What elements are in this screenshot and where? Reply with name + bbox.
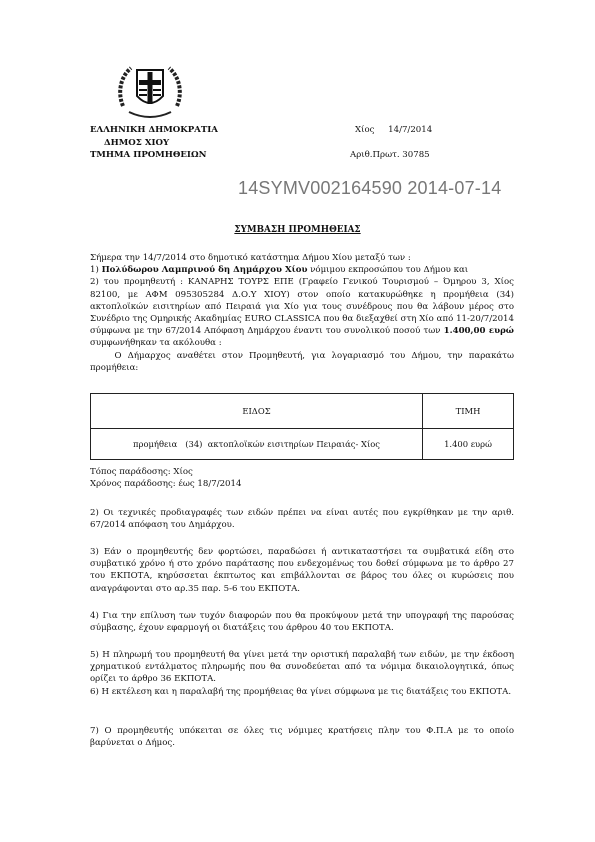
ada-stamp: 14SYMV002164590 2014-07-14: [238, 178, 502, 198]
delivery-place: Τόπος παράδοσης: Χίος: [90, 467, 193, 477]
municipality-name: ΔΗΜΟΣ ΧΙΟΥ: [104, 137, 170, 148]
place-date: Χίος 14/7/2014: [355, 125, 433, 135]
term-5: 5) Η πληρωμή του προμηθευτή θα γίνει μετά την οριστική παραλαβή των ειδών, με την έκδοση χρηματικού εντάλματος πληρωμής που θα συνοδεύεται από τα νόμιμα δικαιολογητικά, όπως ορίζει το άρθρο 36 ΕΚΠΟΤΑ.: [90, 650, 514, 685]
protocol-number: Αριθ.Πρωτ. 30785: [350, 150, 430, 160]
term-6: 6) Η εκτέλεση και η παραλαβή της προμήθειας θα γίνει σύμφωνα με τις διατάξεις του ΕΚΠΟΤΑ.: [90, 687, 512, 697]
header-block: [90, 124, 218, 162]
total-amount: 1.400,00 ευρώ: [443, 326, 514, 337]
delivery-section: [90, 466, 514, 490]
cell-item: προμήθεια (34) ακτοπλοϊκών εισιτηρίων Πειραιάς- Χίος: [91, 429, 423, 460]
greek-coat-of-arms-icon: [115, 62, 185, 120]
mayor-name: Πολύδωρου Λαμπρινού δη Δημάρχου Χίου: [101, 265, 308, 276]
department-name: ΤΜΗΜΑ ΠΡΟΜΗΘΕΙΩΝ: [90, 150, 207, 160]
column-header-price: ΤΙΜΗ: [423, 394, 514, 429]
term-4: 4) Για την επίλυση των τυχόν διαφορών που θα προκύψουν μετά την υπογραφή της παρούσας σύμβασης, έχουν εφαρμογή οι διατάξεις του άρθρου 40 του ΕΚΠΟΤΑ.: [90, 611, 514, 634]
intro-line-2: 1) Πολύδωρου Λαμπρινού δη Δημάρχου Χίου νόμιμου εκπροσώπου του Δήμου και: [90, 265, 469, 276]
term-7: 7) Ο προμηθευτής υπόκειται σε όλες τις νόμιμες κρατήσεις πλην του Φ.Π.Α με το οποίο βαρύνεται ο Δήμος.: [90, 726, 514, 749]
cell-price: 1.400 ευρώ: [423, 429, 514, 460]
document-title: ΣΥΜΒΑΣΗ ΠΡΟΜΗΘΕΙΑΣ: [234, 225, 361, 235]
table-row: [91, 429, 514, 460]
table-header-row: [91, 394, 514, 429]
intro-line-4: Ο Δήμαρχος αναθέτει στον Προμηθευτή, για λογαριασμό του Δήμου, την παρακάτω προμήθεια:: [90, 350, 517, 373]
term-3: 3) Εάν ο προμηθευτής δεν φορτώσει, παραδώσει ή αντικαταστήσει τα συμβατικά είδη στο συμβατικό χρόνο ή στο χρόνο παράτασης που ενδεχομένως του δοθεί σύμφωνα με το άρθρο 27 του ΕΚΠΟΤΑ, κηρύσσεται έκπτωτος και επιβάλλονται σε βάρος του όλες οι κυρώσεις που αναγράφονται στο αρ.35 παρ. 5-6 του ΕΚΠΟΤΑ.: [90, 547, 514, 594]
intro-section: [90, 252, 517, 374]
column-header-item: ΕΙΔΟΣ: [91, 394, 423, 429]
intro-line-3: 2) του προμηθευτή : ΚΑΝΑΡΗΣ ΤΟΥΡΣ ΕΠΕ (Γραφείο Γενικού Τουρισμού – Όμηρου 3, Χίος 82100, με ΑΦΜ 095305284 Δ.Ο.Υ ΧΙΟΥ) στον οποίο κατακυρώθηκε η προμήθεια (34) ακτοπλοϊκών εισιτηρίων από Πειραιά για Χίο για τους συνέδρους που θα λάβουν μέρος στο Συνέδριο της Ομηρικής Ακαδημίας EURO CLASSICA που θα διεξαχθεί στη Χίο από 11-20/7/2014 σύμφωνα με την 67/2014 Απόφαση Δημάρχου έναντι του συνολικού ποσού των 1.400,00 ευρώ συμφωνήθηκαν τα ακόλουθα :: [90, 277, 514, 349]
delivery-time: Χρόνος παράδοσης: έως 18/7/2014: [90, 479, 242, 490]
supply-table: [90, 393, 514, 460]
country-name: ΕΛΛΗΝΙΚΗ ΔΗΜΟΚΡΑΤΙΑ: [90, 125, 218, 135]
term-2: 2) Οι τεχνικές προδιαγραφές των ειδών πρέπει να είναι αυτές που εγκρίθηκαν με την αριθ. 67/2014 απόφαση του Δημάρχου.: [90, 508, 514, 531]
intro-line-1: Σήμερα την 14/7/2014 στο δημοτικό κατάστημα Δήμου Χίου μεταξύ των :: [90, 253, 411, 263]
